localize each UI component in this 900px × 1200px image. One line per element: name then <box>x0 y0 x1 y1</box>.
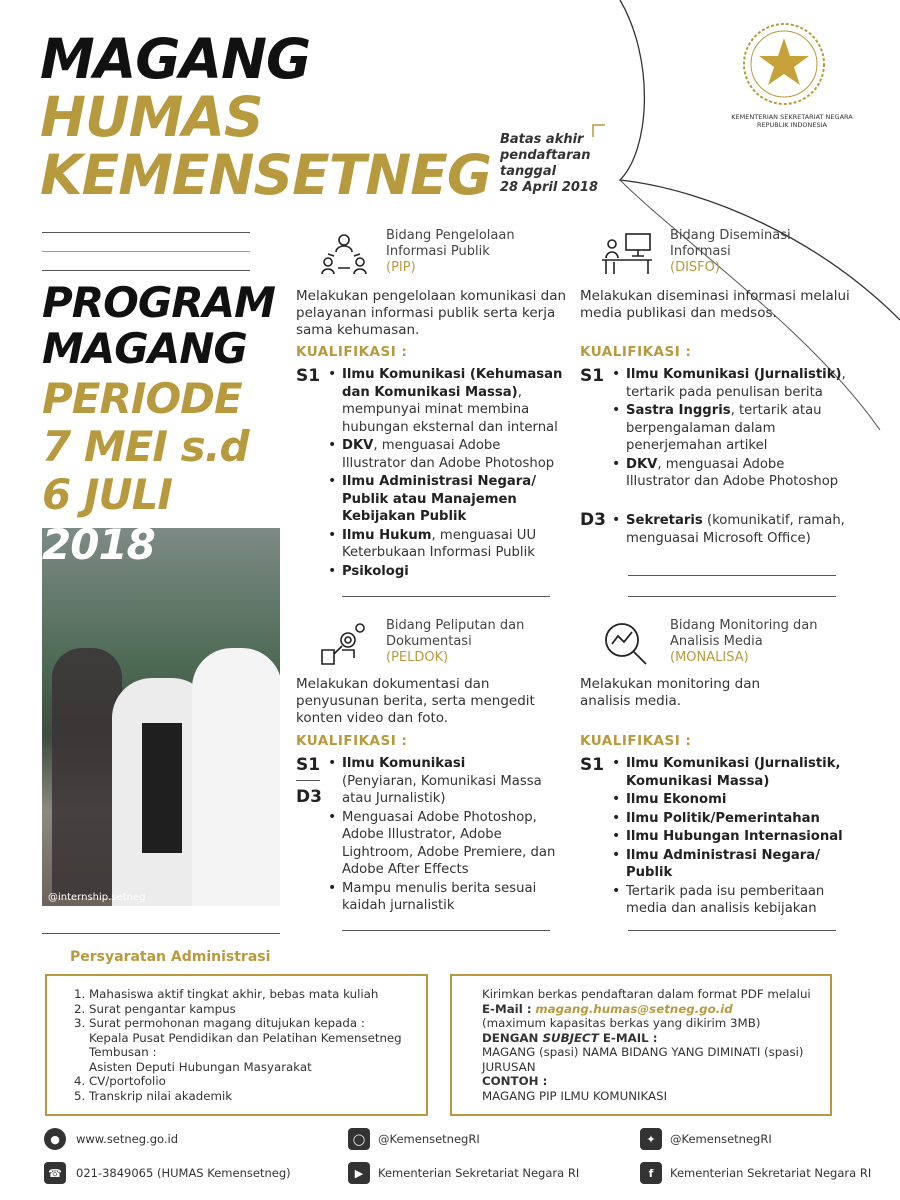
field-peldok-name2: Dokumentasi <box>386 634 472 649</box>
deadline-date: 28 April 2018 <box>500 180 599 195</box>
q-rest: , menguasai Adobe Illustrator dan Adobe Photoshop <box>342 438 555 471</box>
level-s1: S1 <box>580 755 605 775</box>
garuda-star-logo <box>740 20 828 108</box>
list-item <box>89 1016 402 1074</box>
field-disfo-code: (DISFO) <box>670 260 720 275</box>
divider <box>296 780 320 781</box>
req-text: Asisten Deputi Hubungan Masyarakat <box>89 1059 312 1074</box>
field-peldok-name1: Bidang Peliputan dan <box>386 618 525 633</box>
field-monalisa-code: (MONALISA) <box>670 650 749 665</box>
phone-icon: ☎ <box>44 1162 66 1184</box>
list-item <box>328 755 568 808</box>
q-bold: Ilmu Komunikasi (Jurnalistik, Komunikasi Massa) <box>626 756 841 789</box>
list-item <box>89 1002 402 1017</box>
twitter-link[interactable]: @KemensetnegRI <box>670 1132 772 1146</box>
divider <box>42 270 250 271</box>
q-bold: Sekretaris <box>626 513 703 528</box>
field-disfo-name1: Bidang Diseminasi <box>670 228 791 243</box>
logo-caption <box>722 113 862 129</box>
people-network-icon <box>320 230 368 278</box>
program-line5: 6 JULI <box>42 470 172 519</box>
deadline-block <box>500 132 598 196</box>
submission-intro: Kirimkan berkas pendaftaran dalam format PDF melalui <box>482 987 811 1001</box>
list-item <box>612 847 852 882</box>
field-pip-name2: Informasi Publik <box>386 244 490 259</box>
subject-label-b: SUBJECT <box>542 1030 599 1045</box>
kualifikasi-label: KUALIFIKASI : <box>296 344 408 360</box>
q-text: Menguasai Adobe Photoshop, Adobe Illustrator, Adobe Lightroom, Adobe Premiere, dan Adobe After Effects <box>342 809 556 877</box>
level-d3: D3 <box>580 510 606 530</box>
q-bold: Sastra Inggris <box>626 403 731 418</box>
list-item <box>89 1074 402 1089</box>
divider <box>628 930 836 931</box>
kualifikasi-label: KUALIFIKASI : <box>580 344 692 360</box>
submission-box <box>450 974 832 1116</box>
youtube-icon: ▶ <box>348 1162 370 1184</box>
facebook-icon: f <box>640 1162 662 1184</box>
divider <box>42 933 280 934</box>
title-humas: HUMAS <box>40 85 263 149</box>
divider <box>628 596 836 597</box>
magnifier-chart-icon <box>600 618 650 668</box>
interns-photo <box>42 528 280 906</box>
requirements-list <box>69 987 402 1103</box>
program-line1: PROGRAM <box>42 278 275 327</box>
twitter-icon: ✦ <box>640 1128 662 1150</box>
q-bold: Ilmu Ekonomi <box>626 792 727 807</box>
field-disfo-header <box>670 228 791 276</box>
logo-caption-line1: KEMENTERIAN SEKRETARIAT NEGARA <box>731 113 853 121</box>
list-item <box>612 366 852 401</box>
camera-gear-icon <box>320 620 368 668</box>
list-item <box>612 883 852 918</box>
q-bold: Ilmu Komunikasi <box>342 756 466 771</box>
q-text: Mampu menulis berita sesuai kaidah jurnalistik <box>342 880 537 913</box>
logo-caption-line2: REPUBLIK INDONESIA <box>757 121 827 129</box>
q-bold: Ilmu Administrasi Negara/ Publik atau Manajemen Kebijakan Publik <box>342 474 537 524</box>
requirements-box <box>45 974 428 1116</box>
divider <box>42 251 250 252</box>
req-text: CV/portofolio <box>89 1074 166 1088</box>
field-monalisa-name2: Analisis Media <box>670 634 763 649</box>
submission-content <box>482 987 822 1103</box>
requirements-heading: Persyaratan Administrasi <box>70 949 271 965</box>
list-item <box>612 810 852 828</box>
q-rest: , mempunyai minat membina hubungan eksternal dan internal <box>342 384 558 435</box>
program-line6: 2018 <box>42 520 155 569</box>
field-monalisa-desc: Melakukan monitoring dan analisis media. <box>580 676 761 709</box>
instagram-icon: ◯ <box>348 1128 370 1150</box>
level-s1: S1 <box>580 366 605 386</box>
subject-label <box>482 1031 822 1046</box>
field-monalisa-header <box>670 618 817 666</box>
divider <box>628 575 836 576</box>
field-disfo-name2: Informasi <box>670 244 731 259</box>
facebook-link[interactable]: Kementerian Sekretariat Negara RI <box>670 1166 872 1180</box>
field-peldok-code: (PELDOK) <box>386 650 449 665</box>
program-line2: MAGANG <box>42 324 247 373</box>
list-item <box>328 473 568 526</box>
field-pip-header <box>386 228 515 276</box>
q-bold: Ilmu Politik/Pemerintahan <box>626 810 820 826</box>
website-link[interactable]: www.setneg.go.id <box>76 1132 178 1146</box>
req-text: Kepala Pusat Pendidikan dan Pelatihan Kemensetneg <box>89 1030 402 1045</box>
globe-icon: ● <box>44 1128 66 1150</box>
req-text: Transkrip nilai akademik <box>89 1088 233 1103</box>
req-text: Mahasiswa aktif tingkat akhir, bebas mata kuliah <box>89 987 379 1001</box>
field-disfo-desc: Melakukan diseminasi informasi melalui media publikasi dan medsos. <box>580 288 850 321</box>
list-item <box>89 987 402 1002</box>
disfo-qualifications <box>612 366 852 492</box>
monalisa-qualifications <box>612 755 852 919</box>
q-rest: (komunikatif, ramah, menguasai Microsoft Office) <box>626 513 845 546</box>
list-item <box>328 563 568 581</box>
level-d3: D3 <box>296 787 322 807</box>
q-text: Tertarik pada isu pemberitaan media dan analisis kebijakan <box>626 883 825 916</box>
corner-mark-icon <box>592 124 606 138</box>
q-bold: Ilmu Komunikasi (Kehumasan dan Komunikasi Massa) <box>342 367 563 400</box>
q-bold: Psikologi <box>342 563 409 579</box>
example-label: CONTOH : <box>482 1074 548 1088</box>
deadline-line3: tanggal <box>500 164 557 179</box>
q-rest: , tertarik pada penulisan berita <box>626 367 846 400</box>
subject-label-a: DENGAN <box>482 1030 543 1045</box>
list-item <box>89 1089 402 1104</box>
level-s1: S1 <box>296 755 321 775</box>
kualifikasi-label: KUALIFIKASI : <box>296 733 408 749</box>
list-item <box>328 437 568 472</box>
q-bold: Ilmu Komunikasi (Jurnalistik) <box>626 367 842 382</box>
req-text: Tembusan : <box>89 1045 157 1059</box>
kualifikasi-label: KUALIFIKASI : <box>580 733 692 749</box>
title-kemensetneg: KEMENSETNEG <box>40 143 491 207</box>
subject-format: MAGANG (spasi) NAMA BIDANG YANG DIMINATI (spasi) JURUSAN <box>482 1045 804 1074</box>
peldok-qualifications <box>328 755 568 916</box>
program-line3: PERIODE <box>42 374 242 423</box>
phone-number: 021-3849065 (HUMAS Kemensetneg) <box>76 1166 291 1180</box>
q-bold: Ilmu Hukum <box>342 527 432 543</box>
photo-caption: @internship.setneg <box>48 892 146 903</box>
submission-email-row <box>482 1002 822 1017</box>
deadline-line1: Batas akhir <box>500 132 584 147</box>
q-rest: , menguasai Adobe Illustrator dan Adobe Photoshop <box>626 456 839 489</box>
level-s1: S1 <box>296 366 321 386</box>
divider <box>342 930 550 931</box>
list-item <box>612 828 852 846</box>
list-item <box>612 755 852 790</box>
q-bold: DKV <box>342 438 374 453</box>
req-text: Surat pengantar kampus <box>89 1001 236 1016</box>
field-pip-name1: Bidang Pengelolaan <box>386 228 515 243</box>
email-label: E-Mail : <box>482 1001 532 1016</box>
submission-max: (maximum kapasitas berkas yang dikirim 3MB) <box>482 1016 761 1030</box>
q-rest: (Penyiaran, Komunikasi Massa atau Jurnalistik) <box>342 773 542 806</box>
req-text: Surat permohonan magang ditujukan kepada : <box>89 1016 365 1030</box>
field-peldok-desc: Melakukan dokumentasi dan penyusunan berita, serta mengedit konten video dan foto. <box>296 676 535 726</box>
instagram-link[interactable]: @KemensetnegRI <box>378 1132 480 1146</box>
pip-qualifications <box>328 366 568 581</box>
field-pip-desc: Melakukan pengelolaan komunikasi dan pelayanan informasi publik serta kerja sama kehumasan. <box>296 288 567 338</box>
q-rest: , tertarik atau berpengalaman dalam penerjemahan artikel <box>626 403 822 453</box>
email-address-link[interactable]: magang.humas@setneg.go.id <box>535 1001 733 1016</box>
q-bold: DKV <box>626 456 658 472</box>
subject-label-c: E-MAIL : <box>598 1030 658 1045</box>
q-bold: Ilmu Administrasi Negara/ Publik <box>626 847 821 880</box>
deadline-line2: pendaftaran <box>500 148 591 163</box>
list-item <box>328 809 568 879</box>
divider <box>342 596 550 597</box>
list-item <box>612 791 852 809</box>
list-item <box>612 512 852 547</box>
list-item <box>328 527 568 562</box>
field-pip-code: (PIP) <box>386 260 416 275</box>
list-item <box>328 366 568 436</box>
list-item <box>612 456 852 491</box>
q-rest: , menguasai UU Keterbukaan Informasi Publik <box>342 527 537 560</box>
program-line4: 7 MEI s.d <box>42 422 249 471</box>
list-item <box>328 880 568 915</box>
title-magang: MAGANG <box>40 27 311 91</box>
disfo-d3-qualifications <box>612 512 852 548</box>
example-value: MAGANG PIP ILMU KOMUNIKASI <box>482 1088 668 1103</box>
field-monalisa-name1: Bidang Monitoring dan <box>670 618 818 633</box>
q-bold: Ilmu Hubungan Internasional <box>626 829 843 844</box>
youtube-link[interactable]: Kementerian Sekretariat Negara RI <box>378 1166 580 1180</box>
list-item <box>612 402 852 455</box>
divider <box>42 232 250 233</box>
desk-computer-icon <box>600 232 654 276</box>
field-peldok-header <box>386 618 524 666</box>
